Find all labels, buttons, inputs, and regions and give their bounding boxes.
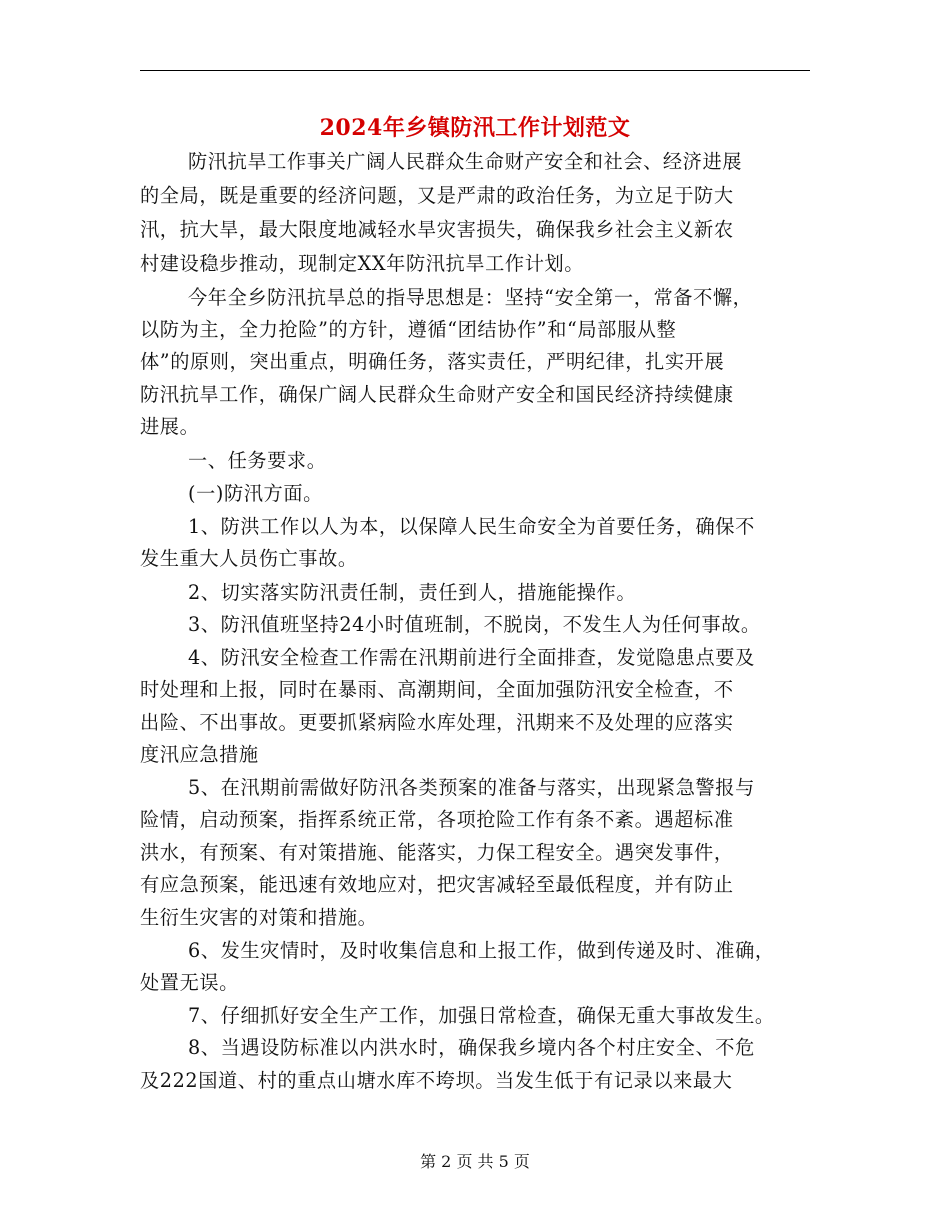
body-line: 防汛抗旱工作，确保广阔人民群众生命财产安全和国民经济持续健康 bbox=[140, 383, 734, 406]
body-line: 8、当遇设防标准以内洪水时，确保我乡境内各个村庄安全、不危 bbox=[188, 1036, 755, 1059]
body-line: 度汛应急措施 bbox=[140, 743, 259, 766]
body-line: 发生重大人员伤亡事故。 bbox=[140, 547, 358, 570]
body-line: 出险、不出事故。更要抓紧病险水库处理，汛期来不及处理的应落实 bbox=[140, 711, 734, 734]
document-title: 2024年乡镇防汛工作计划范文 bbox=[319, 115, 631, 141]
body-line: 时处理和上报，同时在暴雨、高潮期间，全面加强防汛安全检查，不 bbox=[140, 678, 734, 701]
header-rule bbox=[140, 70, 810, 71]
body-line: 以防为主，全力抢险”的方针，遵循“团结协作”和“局部服从整 bbox=[140, 318, 677, 341]
body-line: 洪水，有预案、有对策措施、能落实，力保工程安全。遇突发事件， bbox=[140, 841, 734, 864]
body-line: 生衍生灾害的对策和措施。 bbox=[140, 906, 378, 929]
body-line: 村建设稳步推动，现制定XX年防汛抗旱工作计划。 bbox=[140, 252, 585, 275]
body-line: 汛，抗大旱，最大限度地减轻水旱灾害损失，确保我乡社会主义新农 bbox=[140, 218, 734, 241]
body-line: 5、在汛期前需做好防汛各类预案的准备与落实，出现紧急警报与 bbox=[188, 776, 755, 799]
body-line: 7、仔细抓好安全生产工作，加强日常检查，确保无重大事故发生。 bbox=[188, 1004, 775, 1027]
body-line: 3、防汛值班坚持24小时值班制，不脱岗，不发生人为任何事故。 bbox=[188, 613, 761, 636]
subsection-heading: (一)防汛方面。 bbox=[188, 482, 323, 505]
body-line: 2、切实落实防汛责任制，责任到人，措施能操作。 bbox=[188, 581, 637, 604]
body-line: 有应急预案，能迅速有效地应对，把灾害减轻至最低程度，并有防止 bbox=[140, 873, 734, 896]
body-line: 6、发生灾情时，及时收集信息和上报工作，做到传递及时、准确， bbox=[188, 939, 775, 962]
page-footer: 第 2 页 共 5 页 bbox=[420, 1152, 530, 1171]
body-line: 及222国道、村的重点山塘水库不垮坝。当发生低于有记录以来最大 bbox=[140, 1069, 733, 1092]
body-line: 进展。 bbox=[140, 415, 200, 438]
body-line: 体”的原则，突出重点，明确任务，落实责任，严明纪律，扎实开展 bbox=[140, 350, 725, 373]
body-line: 防汛抗旱工作事关广阔人民群众生命财产安全和社会、经济进展 bbox=[188, 150, 743, 173]
body-line: 的全局，既是重要的经济问题，又是严肃的政治任务，为立足于防大 bbox=[140, 184, 734, 207]
body-line: 4、防汛安全检查工作需在汛期前进行全面排查，发觉隐患点要及 bbox=[188, 646, 755, 669]
section-heading: 一、任务要求。 bbox=[188, 449, 327, 472]
body-line: 处置无误。 bbox=[140, 971, 239, 994]
body-line: 险情，启动预案，指挥系统正常，各项抢险工作有条不紊。遇超标准 bbox=[140, 808, 734, 831]
body-line: 1、防洪工作以人为本，以保障人民生命安全为首要任务，确保不 bbox=[188, 515, 755, 538]
body-line: 今年全乡防汛抗旱总的指导思想是：坚持“安全第一，常备不懈， bbox=[188, 286, 753, 309]
